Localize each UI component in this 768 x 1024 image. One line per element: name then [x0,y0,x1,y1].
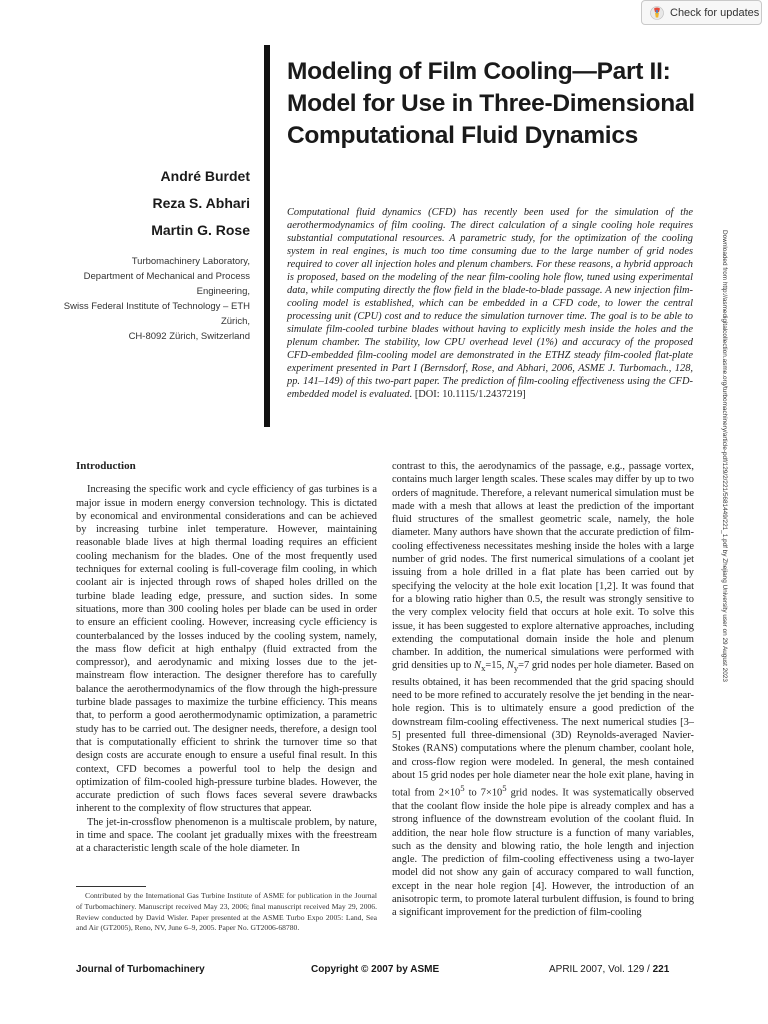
body-paragraph: The jet-in-crossflow phenomenon is a multiscale problem, by nature, in time and space. The coolant jet gradually mixes with the freestream at a characteristic length scale of the hole diameter. In [76,816,377,855]
math-superscript: 5 [460,783,465,794]
author-name: Martin G. Rose [151,222,250,238]
body-column-left [76,460,377,856]
abstract-doi: [DOI: 10.1115/1.2437219] [414,389,526,400]
download-watermark: Downloaded from http://asmedigitalcollection.asme.org/turbomachinery/article-pdf/129/2/221/5681449/221_1.pdf by Zhejiang University user on 29 August 2023 [721,230,728,682]
body-text: grid nodes per hole diameter. Based on results obtained, it has been recommended that the grid spacing should need to be more refined to accurately resolve the jet bending in the near-hole region. This is to ultimately ensure a good prediction of the downstream film-cooling effectiveness. The next numerical studies [3–5] presented full three-dimensional (3D) Reynolds-averaged Navier-Stokes (RANS) computations where the plenum chamber, coolant hole, and cross-flow region were modeled. In general, the mesh contained about 15 grid nodes per hole diameter near the hole exit plane, having in total from [392,660,694,799]
footnote: Contributed by the International Gas Turbine Institute of ASME for publication in the Journal of Turbomachinery. Manuscript received May 23, 2006; final manuscript received May 29, 2006. Review conducted by David Wisler. Paper presented at the ASME Turbo Expo 2005: Land, Sea and Air (GT2005), Reno, NV, June 6–9, 2005. Paper No. GT2006-68780. [76,891,377,933]
math-superscript: 5 [502,783,507,794]
affiliation-line: CH-8092 Zürich, Switzerland [128,331,250,342]
body-paragraph [392,460,694,920]
author-name: Reza S. Abhari [152,195,250,211]
math-value: 7×10 [480,787,503,799]
math-value: =15, [485,660,507,672]
body-text: grid nodes. It was systematically observed that the coolant flow inside the hole pipe is already complex and has a strong influence of the downstream evolution of the coolant fluid. In addition, the near hole flow structure is a function of many variables, such as the density and blowing ratio, the hole length and injection angle. The prediction of film-cooling effectiveness using a two-layer model did not show any gain of accuracy compared to wall function, except in the near hole region [4]. However, the introduction of an anisotropic term, to promote lateral turbulent diffusion, is found to bring a significant improvement for the prediction of film-cooling [392,787,694,919]
body-text: to [464,787,481,799]
math-value: 2×10 [438,787,461,799]
body-paragraph: Increasing the specific work and cycle efficiency of gas turbines is a major issue in modern energy conversion technology. This is dictated by economical and environmental considerations and can be achieved by increasing turbine inlet temperature. However, maintaining reasonable blade lives at high thermal loading requires an efficient cooling mechanism for the blades. One of the most frequently used techniques for external cooling is full-coverage film cooling, in which coolant air is injected through rows of shaped holes drilled on the turbine blade leading edge, pressure, and suction sides. In some situations, more than 300 cooling holes per blade can be used in order to ensure an efficient cooling. However, increasing cycle efficiency is counterbalanced by the losses induced by the cooling system, namely, the mass flow deficit at high enthalpy (fluid extracted from the compressor), and aerodynamic and mixing losses due to the jet-mainstream flow interaction. The designer therefore has to carefully balance the aerothermodynamics of the flow through the high-pressure turbine blade passages to maximize the turbine efficiency. This means that, to perform a good aerothermodynamic optimization, a parametric study has to be carried out. The designer needs, therefore, a design tool that is computationally efficient to shrink the turnover time so that design costs are accurate enough to ensure a useful final result. In this context, CFD becomes a powerful tool to help the design and optimization of film-cooled high-pressure turbine blades. However, the accurate prediction of such flows faces several severe drawbacks inherent to the complexity of flow structures that appear. [76,484,377,815]
affiliation-line: Turbomachinery Laboratory, [131,256,250,267]
math-symbol: N [474,660,482,672]
math-subscript: x [481,663,486,674]
footer-issue [549,964,669,975]
affiliation [60,254,250,344]
check-for-updates-button[interactable] [641,0,762,25]
footnote-rule [76,886,146,887]
affiliation-line: Swiss Federal Institute of Technology – ETH Zürich, [63,301,250,327]
footer-issue-text: APRIL 2007, Vol. 129 / [549,964,653,975]
body-text: contrast to this, the aerodynamics of the passage, e.g., passage vortex, contains much larger length scales. These scales may differ by up to two orders of magnitude. Therefore, a relevant numerical simulation must be made with a mesh that allows at least the prediction of the important fluid structures of the smallest geometric scale, namely, the hole diameter. Many authors have shown that the accurate prediction of film-cooling effectiveness necessitates meshing inside the holes with a large number of grid nodes. The first numerical simulations of a coolant jet issuing from a hole drilled in a flat plate has been carried out by specifying the velocity at the hole exit location [1,2]. It was found that for a blowing ratio higher than 0.5, the result was strongly sensitive to the very complex velocity field that occurs at hole exit. To solve this issue, it has been suggested to explore alternative approaches, including extending the computational domain inside the hole and plenum chamber. In addition, the numerical simulations were performed with grid densities up to [392,461,694,672]
footer-page-number: 221 [652,964,670,975]
math-symbol: N [506,660,514,672]
check-for-updates-label: Check for updates [670,6,760,19]
crossmark-icon [650,6,664,20]
math-value: =7 [518,660,530,672]
author-block [60,163,250,344]
section-heading: Introduction [76,460,136,472]
affiliation-line: Department of Mechanical and Process Engineering, [83,271,250,297]
title-divider-bar [264,45,270,427]
paper-title: Modeling of Film Cooling—Part II: Model for Use in Three-Dimensional Computational Fluid Dynamics [287,58,695,149]
abstract-text: Computational fluid dynamics (CFD) has recently been used for the simulation of the aerothermodynamics of film cooling. The direct calculation of a single cooling hole requires substantial computational resources. A parametric study, for the optimization of the cooling system in real engines, is much too time consuming due to the large number of grid nodes required to cover all injection holes and plenum chambers. For these reasons, a hybrid approach is proposed, based on the modeling of the near film-cooling hole flow, tuned using experimental data, while computing directly the flow field in the blade-to-blade passage. A new injection film-cooling model is established, which can be embedded in a CFD code, to lower the central processing unit (CPU) cost and to reduce the simulation turnover time. The goal is to be able to simulate film-cooled turbine blades without having to explicitly mesh inside the holes and the plenum chamber. The stability, low CPU overhead level (1%) and accuracy of the proposed CFD-embedded film-cooling model are demonstrated in the ETHZ steady film-cooled flat-plate experiment presented in Part I (Bernsdorf, Rose, and Abhari, 2006, ASME J. Turbomach., 128, pp. 141–149) of this two-part paper. The prediction of film-cooling effectiveness using the CFD-embedded model is evaluated. [287,207,693,400]
abstract [287,206,693,401]
math-subscript: y [513,663,519,674]
author-name: André Burdet [160,168,250,184]
footer-journal: Journal of Turbomachinery [76,964,205,975]
footer-copyright: Copyright © 2007 by ASME [311,964,440,975]
body-column-right [392,460,694,920]
